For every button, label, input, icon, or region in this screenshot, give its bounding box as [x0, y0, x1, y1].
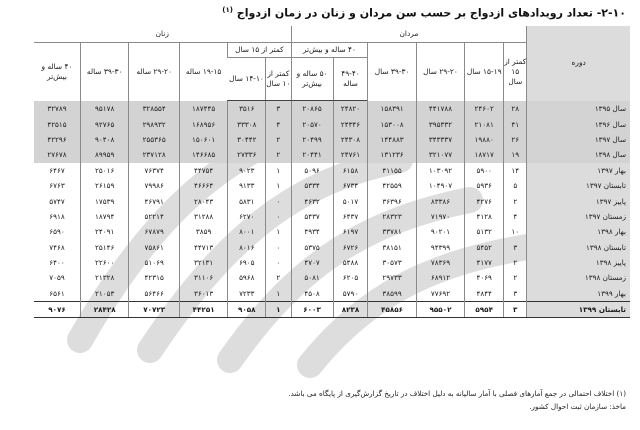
value-cell: ۷۶۳۷۴ — [129, 163, 180, 178]
women-10-14-header: ۱۴-۱۰ سال — [228, 58, 266, 101]
value-cell: ۳۲۷۸۹ — [34, 101, 80, 117]
value-cell: ۴ — [504, 209, 527, 224]
value-cell: ۳۱۲۸۸ — [179, 209, 227, 224]
value-cell: ۵۷۹۰ — [333, 286, 368, 302]
table-row — [34, 163, 630, 178]
table-row — [34, 132, 630, 147]
value-cell: ۰ — [266, 209, 291, 224]
value-cell: ۷۰۵۹ — [49, 273, 65, 283]
value-cell: ۶۹۰۵ — [228, 255, 266, 270]
value-cell: ۳۹۵۳۳۲ — [416, 116, 464, 131]
value-cell: ۵۴۸۸ — [333, 255, 368, 270]
value-cell: ۹۵۵۰۲ — [416, 302, 464, 318]
value-cell: ۳۳۳۰۸ — [228, 116, 266, 131]
value-cell: ۱۶۸۹۵۶ — [179, 116, 227, 131]
period-cell: پاییز ۱۳۹۸ — [527, 255, 630, 270]
men-20-29-header: ۲۹-۲۰ سال — [416, 43, 464, 101]
value-cell: ۲۴۸۲۰ — [333, 101, 368, 117]
value-cell: ۶۲۷۰ — [228, 209, 266, 224]
value-cell: ۳۶۳۹۶ — [368, 193, 416, 208]
value-cell: ۵۳۷۵ — [291, 240, 333, 255]
value-cell: ۹۰۷۶ — [34, 302, 80, 318]
marriage-table-container — [34, 26, 630, 318]
value-cell: ۱ — [266, 286, 291, 302]
value-cell: ۲۸۰۴۳ — [179, 193, 227, 208]
value-cell: ۹۰۲۰۱ — [416, 224, 464, 239]
value-cell: ۲۷۶۷۸ — [34, 147, 80, 162]
title-footnote-ref: (۱) — [222, 6, 233, 14]
value-cell: ۱۸۷۴۴۵ — [179, 101, 227, 117]
value-cell: ۵۸۳۱ — [228, 193, 266, 208]
men-15-19-header: ۱۵-۱۹ سال — [465, 43, 504, 101]
value-cell: ۱۵۰۶۰۱ — [179, 132, 227, 147]
value-cell: ۲۸ — [504, 101, 527, 117]
men-40-49-header: ۴۹-۴۰ ساله — [333, 58, 368, 101]
period-cell: سال ۱۳۹۵ — [527, 101, 630, 117]
value-cell: ۳۳۷۸۱ — [368, 224, 416, 239]
value-cell: ۲۳۷۱۲۸ — [129, 147, 180, 162]
value-cell: ۱۴۴۸۸۳ — [368, 132, 416, 147]
period-cell: سال ۱۳۹۷ — [527, 132, 630, 147]
value-cell: ۱۷۵۳۹ — [80, 193, 128, 208]
value-cell: ۲۰۴۹۹ — [291, 132, 333, 147]
women-20-29-header: ۲۹-۲۰ ساله — [129, 43, 180, 101]
value-cell: ۲۴۳۰۸ — [333, 132, 368, 147]
value-cell: ۴۶۷۹۱ — [129, 193, 180, 208]
period-cell: بهار ۱۳۹۹ — [527, 286, 630, 302]
value-cell: ۳۰۵۷۳ — [368, 255, 416, 270]
value-cell: ۷۷۶۹۲ — [416, 286, 464, 302]
marriage-age-table — [34, 26, 630, 318]
value-cell: ۲۶ — [504, 132, 527, 147]
women-under15-header: کمتر از ۱۵ سال — [228, 43, 291, 58]
value-cell: ۴۱۲۸ — [465, 209, 504, 224]
value-cell: ۷۸۳۶۹ — [416, 255, 464, 270]
value-cell: ۱ — [266, 302, 291, 318]
value-cell: ۳ — [266, 101, 291, 117]
value-cell: ۴۵۰۸ — [291, 286, 333, 302]
value-cell: ۴۲۷۶ — [465, 193, 504, 208]
value-cell: ۴۰۶۹ — [465, 270, 504, 285]
value-cell: ۴۶۶۶۴ — [179, 178, 227, 193]
value-cell: ۵۹۵۴ — [465, 302, 504, 318]
value-cell: ۰ — [266, 240, 291, 255]
table-row — [34, 270, 630, 285]
men-group-header: مردان — [291, 26, 527, 43]
source-note: ماخذ: سازمان ثبت احوال کشور. — [529, 402, 626, 411]
value-cell: ۶۵۹۰ — [49, 227, 65, 237]
value-cell: ۹۰۲۳ — [228, 163, 266, 178]
value-cell: ۵۱۳۲ — [465, 224, 504, 239]
value-cell: ۴۲۳۱۵ — [129, 270, 180, 285]
value-cell: ۳۵۱۶ — [228, 101, 266, 117]
value-cell: ۷۴۶۸ — [49, 242, 65, 252]
value-cell: ۴۵۸۵۶ — [368, 302, 416, 318]
women-under10-header: کمتر از ۱۰ سال — [266, 58, 291, 101]
value-cell: ۳ — [504, 302, 527, 318]
value-cell: ۴۲۵۵۹ — [368, 178, 416, 193]
value-cell: ۹۲۷۶۵ — [80, 116, 128, 131]
value-cell: ۲۰۵۷۰ — [291, 116, 333, 131]
table-row — [34, 255, 630, 270]
value-cell: ۶۲۰۵ — [333, 270, 368, 285]
value-cell: ۸۳۳۸۶ — [416, 193, 464, 208]
value-cell: ۲۴۶۰۲ — [465, 101, 504, 117]
value-cell: ۴۶۳۲ — [291, 193, 333, 208]
value-cell: ۱۹۸۸۰ — [465, 132, 504, 147]
table-row — [34, 147, 630, 162]
value-cell: ۱ — [266, 178, 291, 193]
period-header: دوره — [527, 26, 630, 101]
men-30-39-header: ۳۹-۳۰ سال — [368, 43, 416, 101]
period-cell: تابستان ۱۳۹۸ — [527, 240, 630, 255]
value-cell: ۷۱۹۷۰ — [416, 209, 464, 224]
value-cell: ۲ — [266, 270, 291, 285]
value-cell: ۶۴۳۷ — [333, 209, 368, 224]
value-cell: ۸۲۳۸ — [333, 302, 368, 318]
women-group-header: زنان — [34, 26, 291, 43]
value-cell: ۸۰۱۶ — [228, 240, 266, 255]
value-cell: ۲۶۱۵۹ — [80, 178, 128, 193]
value-cell: ۶۷۶۳ — [49, 181, 65, 191]
value-cell: ۲ — [504, 255, 527, 270]
value-cell: ۵۰۱۷ — [333, 193, 368, 208]
value-cell: ۶۴۰۰ — [49, 258, 65, 268]
table-row — [34, 209, 630, 224]
value-cell: ۶۴۶۷ — [49, 165, 65, 175]
value-cell: ۵ — [504, 178, 527, 193]
value-cell: ۴۷۰۷ — [291, 255, 333, 270]
value-cell: ۲ — [266, 147, 291, 162]
value-cell: ۴۸۴۴ — [465, 286, 504, 302]
women-15-19-header: ۱۹-۱۵ ساله — [179, 43, 227, 101]
value-cell: ۱۵۳۰۰۸ — [368, 116, 416, 131]
value-cell: ۵۷۴۷ — [49, 196, 65, 206]
table-body — [34, 101, 630, 318]
period-cell: سال ۱۳۹۶ — [527, 116, 630, 131]
value-cell: ۳ — [504, 240, 527, 255]
value-cell: ۸۹۹۵۹ — [80, 147, 128, 162]
value-cell: ۹۴۳۹۹ — [416, 240, 464, 255]
value-cell: ۳۸۵۹ — [179, 224, 227, 239]
value-cell: ۱۸۷۱۷ — [465, 147, 504, 162]
value-cell: ۹۰۵۸ — [228, 302, 266, 318]
value-cell: ۳۲۱۰۷۷ — [416, 147, 464, 162]
value-cell: ۳۲۸۵۵۴ — [129, 101, 180, 117]
value-cell: ۴۱ — [504, 116, 527, 131]
value-cell: ۲۰۸۶۵ — [291, 101, 333, 117]
value-cell: ۵۰۹۶ — [291, 163, 333, 178]
value-cell: ۲۵۰۱۶ — [80, 163, 128, 178]
value-cell: ۶۱۵۸ — [333, 163, 368, 178]
period-cell: بهار ۱۳۹۸ — [527, 224, 630, 239]
period-cell: تابستان ۱۳۹۷ — [527, 178, 630, 193]
value-cell: ۲ — [504, 270, 527, 285]
value-cell: ۲۴۷۶۱ — [333, 147, 368, 162]
value-cell: ۶۷۲۶ — [333, 240, 368, 255]
value-cell: ۴۴۷۱۳ — [179, 240, 227, 255]
value-cell: ۱ — [266, 163, 291, 178]
value-cell: ۲۷۳۳۶ — [228, 147, 266, 162]
period-cell: بهار ۱۳۹۷ — [527, 163, 630, 178]
value-cell: ۲۵۵۳۶۵ — [129, 132, 180, 147]
value-cell: ۱۰۴۹۰۷ — [416, 178, 464, 193]
value-cell: ۳۲۱۳۱ — [179, 255, 227, 270]
value-cell: ۵۳۳۴ — [291, 178, 333, 193]
table-title — [10, 6, 626, 20]
table-row — [34, 101, 630, 117]
value-cell: ۱۸۷۹۴ — [80, 209, 128, 224]
value-cell: ۲۴۳۴۶ — [333, 116, 368, 131]
value-cell: ۱۰۳۰۹۲ — [416, 163, 464, 178]
value-cell: ۵۹۰۰ — [465, 163, 504, 178]
women-40plus-header: ۴۰ ساله و بیش‌تر — [41, 61, 73, 81]
value-cell: ۱۹ — [504, 147, 527, 162]
value-cell: ۶۷۸۷۹ — [129, 224, 180, 239]
value-cell: ۲ — [266, 132, 291, 147]
value-cell: ۵۹۳۶ — [465, 178, 504, 193]
value-cell: ۵۱۰۶۹ — [129, 255, 180, 270]
value-cell: ۶۷۳۴ — [333, 178, 368, 193]
value-cell: ۶۵۶۱ — [49, 288, 65, 298]
value-cell: ۲۸۴۲۸ — [80, 302, 128, 318]
value-cell: ۴۲۲۹۶ — [34, 132, 80, 147]
period-cell: تابستان ۱۳۹۹ — [527, 302, 630, 318]
value-cell: ۴۴۲۵۱ — [179, 302, 227, 318]
value-cell: ۰ — [266, 193, 291, 208]
value-cell: ۳۸۱۵۱ — [368, 240, 416, 255]
period-cell: سال ۱۳۹۸ — [527, 147, 630, 162]
value-cell: ۲۱۳۲۸ — [80, 270, 128, 285]
table-row-total — [34, 302, 630, 318]
table-row — [34, 240, 630, 255]
value-cell: ۵۴۵۲ — [465, 240, 504, 255]
period-cell: زمستان ۱۳۹۸ — [527, 270, 630, 285]
value-cell: ۶۱۹۷ — [333, 224, 368, 239]
value-cell: ۲ — [504, 193, 527, 208]
value-cell: ۶۸۹۱۲ — [416, 270, 464, 285]
value-cell: ۲۲۶۰۰ — [80, 255, 128, 270]
value-cell: ۲۱۰۵۳ — [80, 286, 128, 302]
value-cell: ۲۰۴۴۱ — [291, 147, 333, 162]
value-cell: ۴۲۵۱۵ — [34, 116, 80, 131]
value-cell: ۲۸۳۲۳ — [368, 209, 416, 224]
period-cell: زمستان ۱۳۹۷ — [527, 209, 630, 224]
table-row — [34, 286, 630, 302]
value-cell: ۶۹۱۸ — [49, 211, 65, 221]
value-cell: ۱۴۶۶۸۵ — [179, 147, 227, 162]
value-cell: ۲۴۰۹۱ — [80, 224, 128, 239]
value-cell: ۷۰۷۲۳ — [129, 302, 180, 318]
value-cell: ۳۱۱۰۶ — [179, 270, 227, 285]
value-cell: ۹۱۳۳ — [228, 178, 266, 193]
value-cell: ۱۵۸۳۹۱ — [368, 101, 416, 117]
value-cell: ۵۰۸۱ — [291, 270, 333, 285]
value-cell: ۳۸۵۹۹ — [368, 286, 416, 302]
value-cell: ۵۹۶۸ — [228, 270, 266, 285]
table-row — [34, 178, 630, 193]
value-cell: ۴۴۱۷۸۸ — [416, 101, 464, 117]
value-cell: ۱ — [266, 224, 291, 239]
value-cell: ۴ — [266, 116, 291, 131]
value-cell: ۱۳۱۲۳۶ — [368, 147, 416, 162]
value-cell: ۴۹۳۴ — [291, 224, 333, 239]
value-cell: ۶۰۰۳ — [291, 302, 333, 318]
value-cell: ۲۵۱۴۶ — [80, 240, 128, 255]
value-cell: ۷۵۸۶۱ — [129, 240, 180, 255]
value-cell: ۷۲۳۳ — [228, 286, 266, 302]
footnote: (۱) اختلاف احتمالی در جمع آمارهای فصلی با آمار ساليانه به دليل اختلاف در تاريخ گزارش‌گيری از پايگاه می باشد. — [288, 389, 626, 398]
value-cell: ۴۱۱۵۵ — [368, 163, 416, 178]
period-cell: پاییز ۱۳۹۷ — [527, 193, 630, 208]
table-row — [34, 193, 630, 208]
value-cell: ۱۴ — [504, 163, 527, 178]
value-cell: ۳۰۴۴۲ — [228, 132, 266, 147]
table-row — [34, 116, 630, 131]
value-cell: ۵۲۲۱۴ — [129, 209, 180, 224]
value-cell: ۴۴۷۵۴ — [179, 163, 227, 178]
value-cell: ۵۴۳۷ — [291, 209, 333, 224]
men-50plus-header: ۵۰ ساله و بیش‌تر — [291, 58, 333, 101]
value-cell: ۹۰۴۰۸ — [80, 132, 128, 147]
value-cell: ۷۹۹۸۶ — [129, 178, 180, 193]
men-under15-header: کمتر از ۱۵ سال — [504, 43, 527, 101]
value-cell: ۹۵۱۷۸ — [80, 101, 128, 117]
value-cell: ۳۶۰۱۳ — [179, 286, 227, 302]
title-text: ۲-۱۰- تعداد رویدادهای ازدواج بر حسب سن مردان و زنان در زمان ازدواج — [236, 6, 626, 20]
value-cell: ۲۹۷۳۳ — [368, 270, 416, 285]
value-cell: ۸۰۰۱ — [228, 224, 266, 239]
value-cell: ۳۴۳۳۳۷ — [416, 132, 464, 147]
value-cell: ۲۱۰۸۱ — [465, 116, 504, 131]
value-cell: ۱۰ — [504, 224, 527, 239]
value-cell: ۰ — [266, 255, 291, 270]
value-cell: ۵۶۴۶۶ — [129, 286, 180, 302]
table-row — [34, 224, 630, 239]
men-40plus-header: ۴۰ ساله و بیش‌تر — [291, 43, 368, 58]
women-30-39-header: ۳۹-۳۰ ساله — [80, 43, 128, 101]
value-cell: ۳ — [504, 286, 527, 302]
value-cell: ۲۹۸۹۳۲ — [129, 116, 180, 131]
value-cell: ۴۱۷۷ — [465, 255, 504, 270]
